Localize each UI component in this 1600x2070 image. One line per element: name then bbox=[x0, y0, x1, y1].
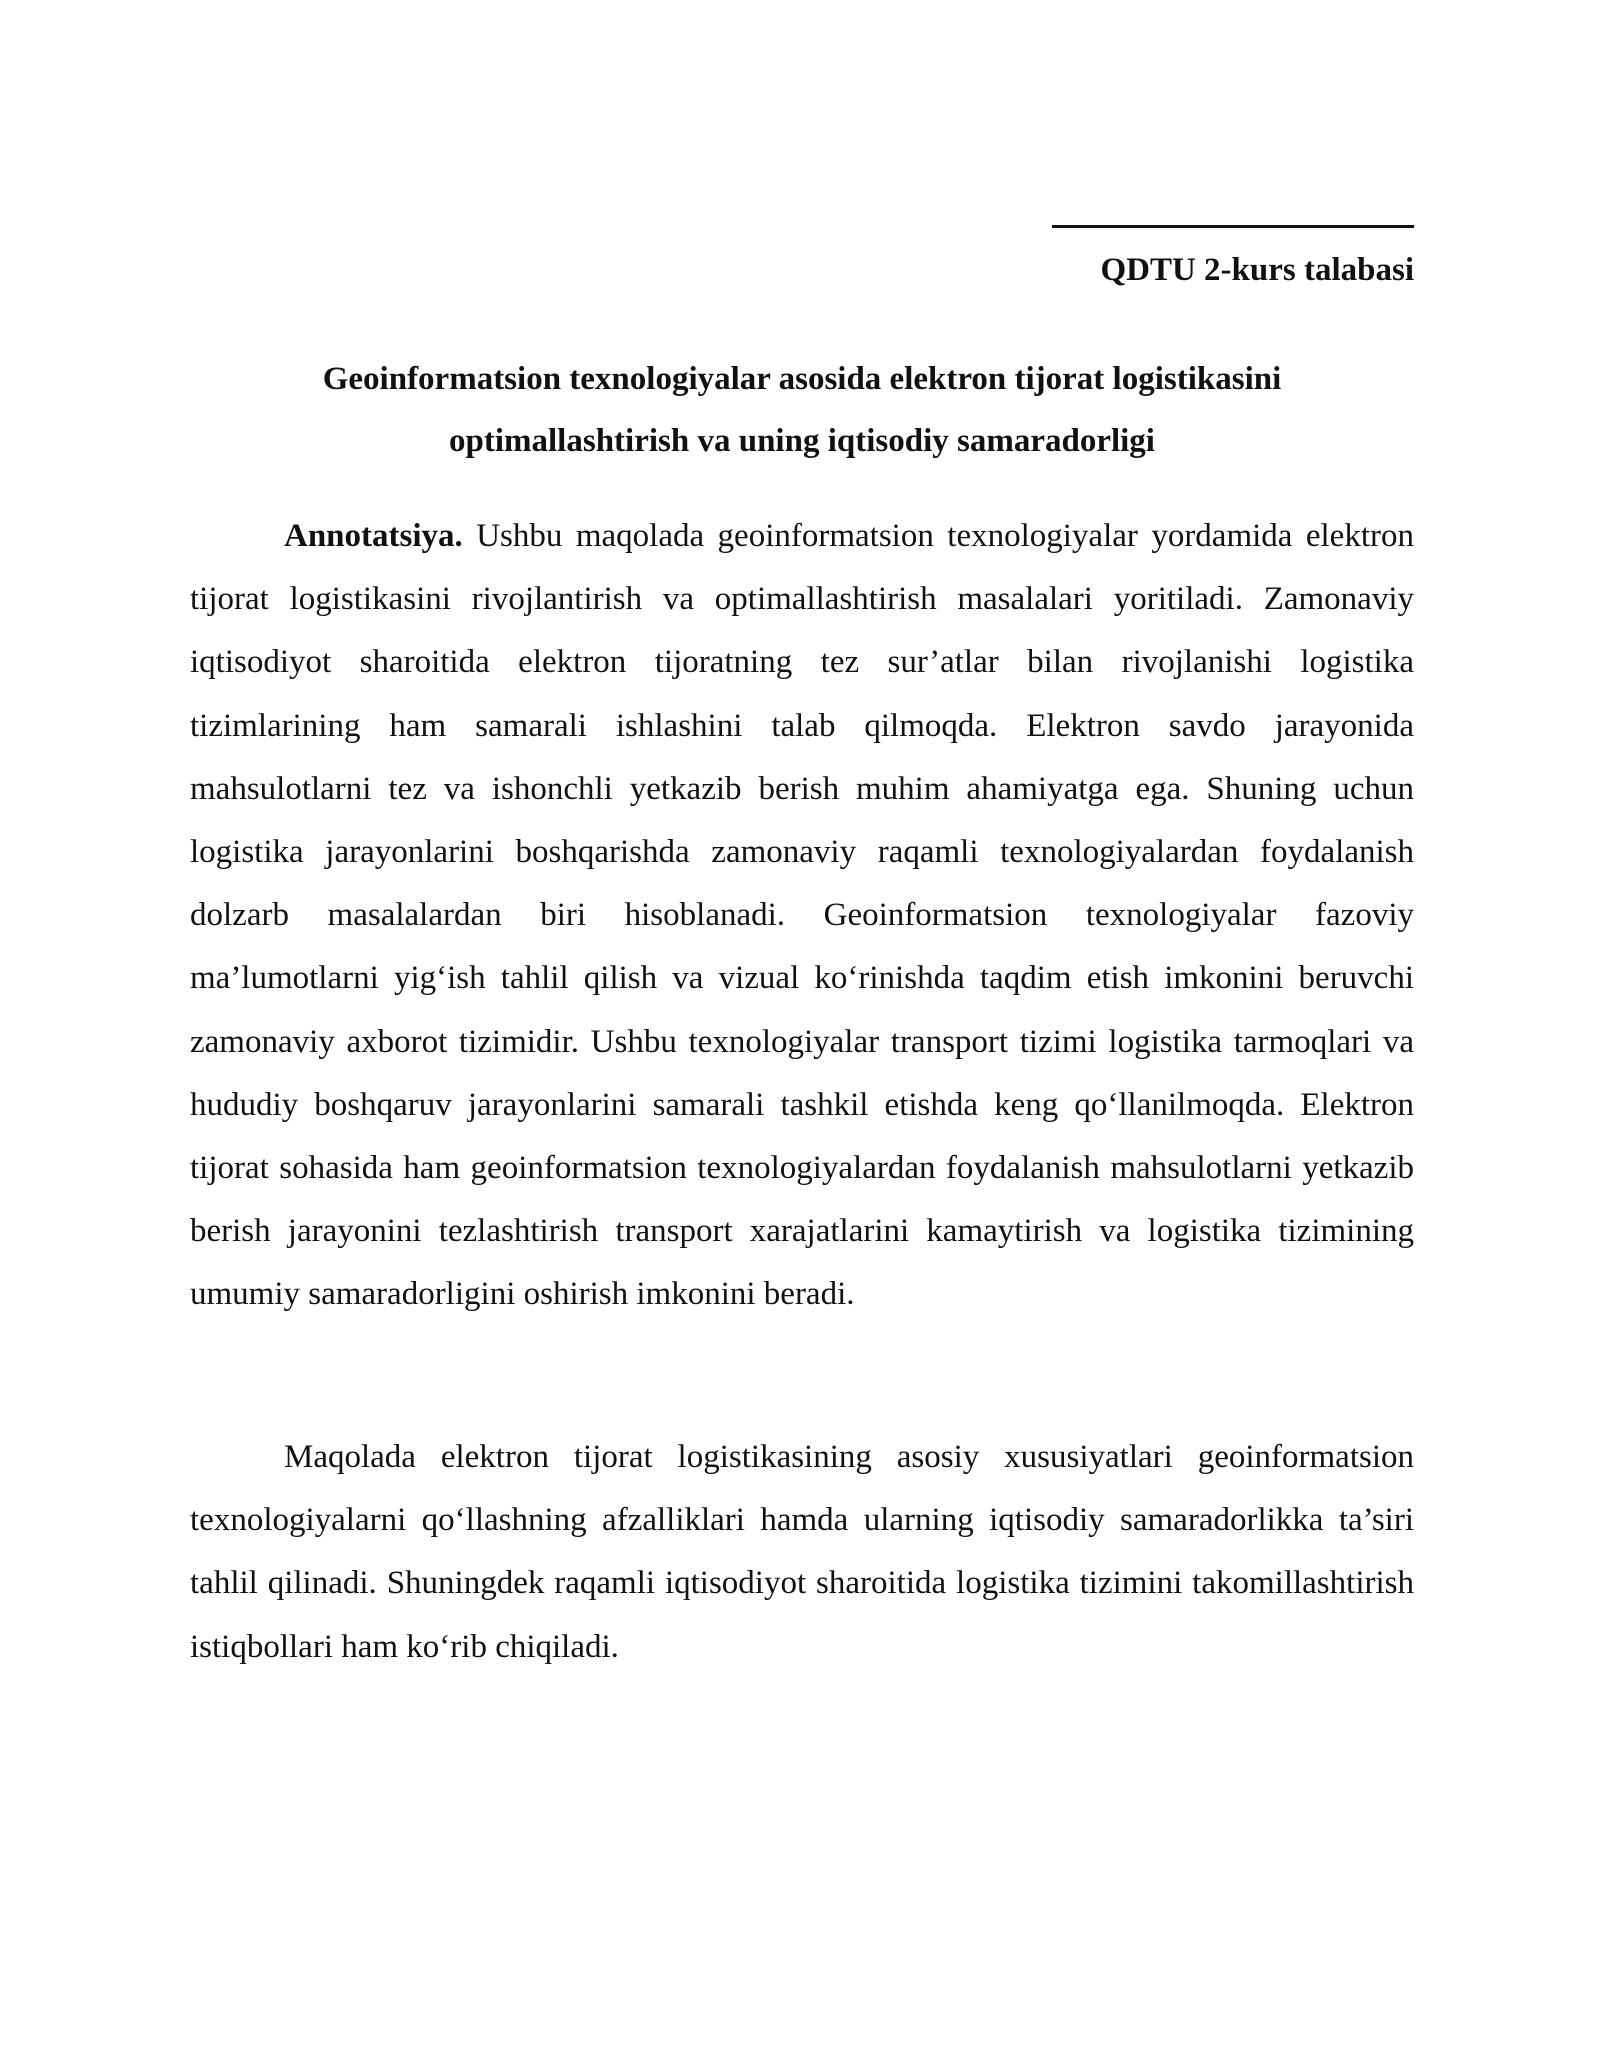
author-affiliation: QDTU 2-kurs talabasi bbox=[1100, 252, 1414, 288]
author-name-blank-line bbox=[1052, 225, 1414, 228]
abstract-text: Ushbu maqolada geoinformatsion texnologiyalar yordamida elektron tijorat logistikasini rivojlantirish va optimallashtirish masalalari yoritiladi. Zamonaviy iqtisodiyot sharoitida elektron tijoratning tez sur’atlar bilan rivojlanishi logistika tizimlarining ham samarali ishlashini talab qilmoqda. Elektron savdo jarayonida mahsulotlarni tez va ishonchli yetkazib berish muhim ahamiyatga ega. Shuning uchun logistika jarayonlarini boshqarishda zamonaviy raqamli texnologiyalardan foydalanish dolzarb masalalardan biri hisoblanadi. Geoinformatsion texnologiyalar fazoviy ma’lumotlarni yig‘ish tahlil qilish va vizual ko‘rinishda taqdim etish imkonini beruvchi zamonaviy axborot tizimidir. Ushbu texnologiyalar transport tizimi logistika tarmoqlari va hududiy boshqaruv jarayonlarini samarali tashkil etishda keng qo‘llanilmoqda. Elektron tijorat sohasida ham geoinformatsion texnologiyalardan foydalanish mahsulotlarni yetkazib berish jarayonini tezlashtirish transport xarajatlarini kamaytirish va logistika tizimining umumiy samaradorligini oshirish imkonini beradi. bbox=[190, 518, 1414, 1313]
article-title bbox=[190, 348, 1414, 472]
article-title-line-2: optimallashtirish va uning iqtisodiy samaradorligi bbox=[449, 423, 1155, 459]
article-title-line-1: Geoinformatsion texnologiyalar asosida elektron tijorat logistikasini bbox=[322, 361, 1282, 397]
abstract-paragraph bbox=[190, 505, 1414, 1327]
document-page bbox=[190, 0, 1414, 2070]
body-paragraph-2-text: Maqolada elektron tijorat logistikasining asosiy xususiyatlari geoinformatsion texnologiyalarni qo‘llashning afzalliklari hamda ularning iqtisodiy samaradorlikka ta’siri tahlil qilinadi. Shuningdek raqamli iqtisodiyot sharoitida logistika tizimini takomillashtirish istiqbollari ham ko‘rib chiqiladi. bbox=[190, 1439, 1414, 1665]
abstract-label: Annotatsiya. bbox=[284, 518, 463, 554]
body-paragraph-2 bbox=[190, 1426, 1414, 1679]
